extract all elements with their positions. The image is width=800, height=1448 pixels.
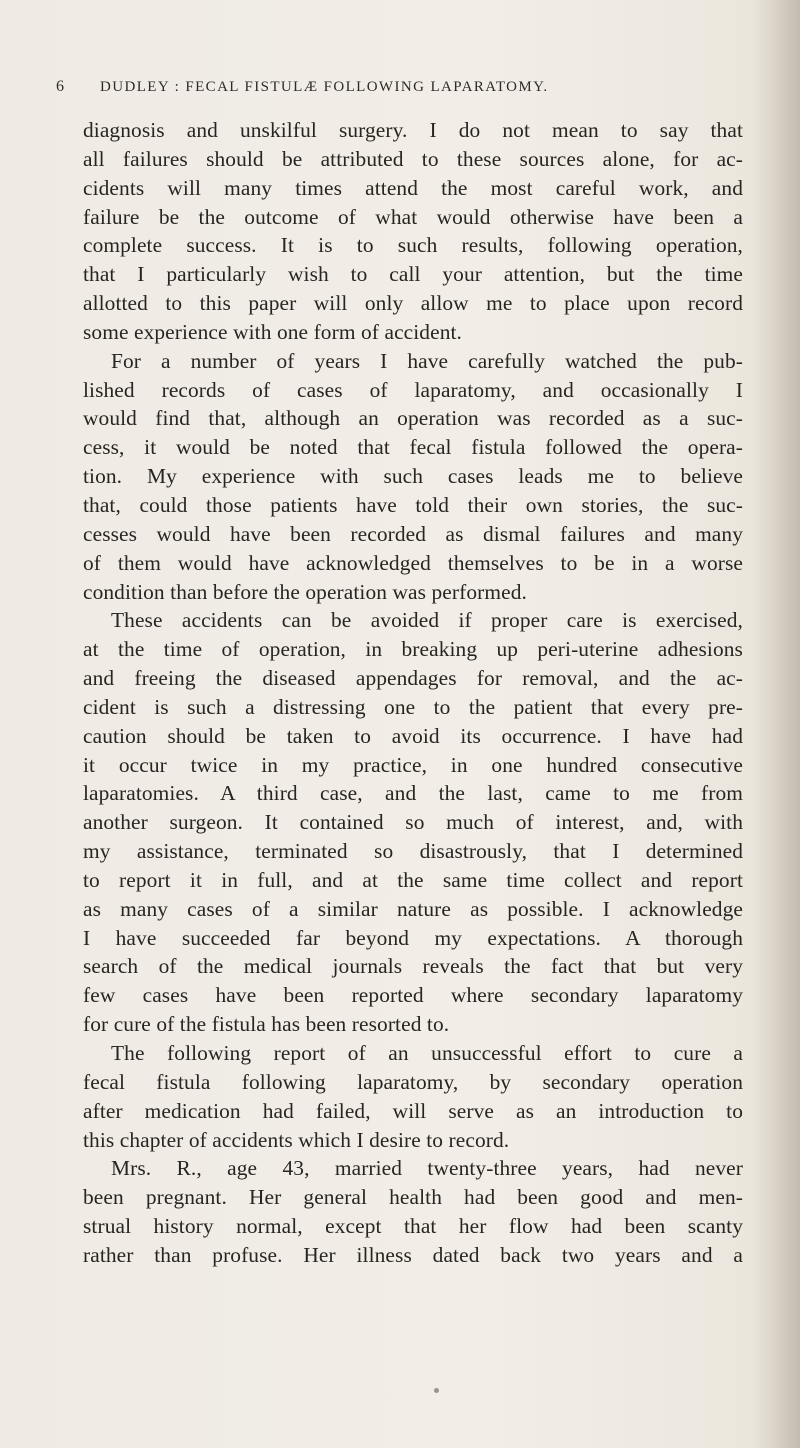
text-line: rather than profuse. Her illness dated back two years and a xyxy=(83,1242,743,1267)
text-line: cesses would have been recorded as dismal failures and many xyxy=(83,521,743,546)
text-line: caution should be taken to avoid its occurrence. I have had xyxy=(83,723,743,748)
text-line: cidents will many times attend the most careful work, and xyxy=(83,175,743,200)
text-line: lished records of cases of laparatomy, and occasionally I xyxy=(83,377,743,402)
text-line: complete success. It is to such results, following operation, xyxy=(83,233,743,258)
text-line: These accidents can be avoided if proper care is exercised, xyxy=(111,608,743,633)
text-line: that I particularly wish to call your attention, but the time xyxy=(83,262,743,287)
running-head xyxy=(56,78,756,102)
text-line: this chapter of accidents which I desire to record. xyxy=(83,1127,510,1152)
text-line: and freeing the diseased appendages for removal, and the ac- xyxy=(83,666,743,691)
text-line: it occur twice in my practice, in one hundred consecutive xyxy=(83,752,743,777)
text-line: diagnosis and unskilful surgery. I do not mean to say that xyxy=(83,118,743,142)
text-line: failure be the outcome of what would otherwise have been a xyxy=(83,204,743,229)
text-line: would find that, although an operation was recorded as a suc- xyxy=(83,406,743,431)
running-title: DUDLEY : FECAL FISTULÆ FOLLOWING LAPARATOMY. xyxy=(100,79,549,95)
text-line: at the time of operation, in breaking up peri-uterine adhesions xyxy=(83,637,743,662)
text-line: after medication had failed, will serve as an introduction to xyxy=(83,1098,743,1123)
text-line: For a number of years I have carefully watched the pub- xyxy=(111,348,743,373)
body-text xyxy=(83,116,743,1270)
text-line: another surgeon. It contained so much of interest, and, with xyxy=(83,810,743,835)
text-line: The following report of an unsuccessful effort to cure a xyxy=(111,1041,743,1065)
text-line: my assistance, terminated so disastrously, that I determined xyxy=(83,839,743,864)
text-line: tion. My experience with such cases leads me to believe xyxy=(83,464,743,489)
ink-speck xyxy=(434,1388,439,1393)
page-edge-shadow xyxy=(752,0,800,1448)
text-line: to report it in full, and at the same time collect and report xyxy=(83,867,743,892)
text-line: all failures should be attributed to these sources alone, for ac- xyxy=(83,146,743,171)
text-line: cident is such a distressing one to the patient that every pre- xyxy=(83,694,743,719)
text-line: that, could those patients have told their own stories, the suc- xyxy=(83,492,743,517)
text-line: condition than before the operation was performed. xyxy=(83,579,527,604)
text-line: I have succeeded far beyond my expectations. A thorough xyxy=(83,925,743,950)
text-line: cess, it would be noted that fecal fistula followed the opera- xyxy=(83,435,743,460)
text-line: search of the medical journals reveals the fact that but very xyxy=(83,954,743,979)
text-line: Mrs. R., age 43, married twenty-three years, had never xyxy=(111,1156,743,1181)
text-line: for cure of the fistula has been resorted to. xyxy=(83,1012,450,1037)
text-line: laparatomies. A third case, and the last, came to me from xyxy=(83,781,743,806)
text-line: strual history normal, except that her flow had been scanty xyxy=(83,1214,743,1239)
text-line: some experience with one form of accident. xyxy=(83,319,462,344)
text-line: few cases have been reported where secondary laparatomy xyxy=(83,983,743,1008)
text-line: as many cases of a similar nature as possible. I acknowledge xyxy=(83,896,743,921)
text-line: been pregnant. Her general health had been good and men- xyxy=(83,1185,743,1210)
text-line: of them would have acknowledged themselves to be in a worse xyxy=(83,550,743,575)
text-line: allotted to this paper will only allow me to place upon record xyxy=(83,291,743,316)
page-number: 6 xyxy=(56,78,66,95)
text-line: fecal fistula following laparatomy, by secondary operation xyxy=(83,1069,743,1094)
